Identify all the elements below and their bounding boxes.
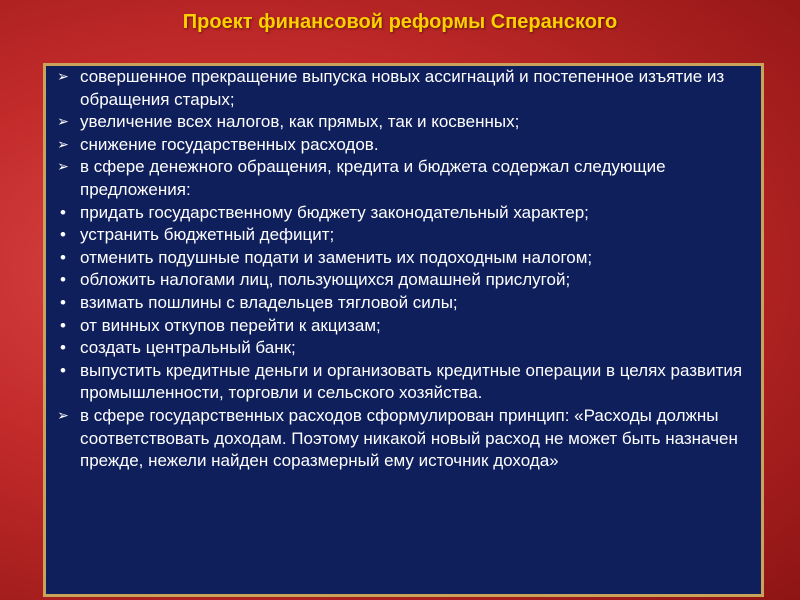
arrow-icon: ➢ bbox=[57, 159, 69, 176]
list-item bbox=[52, 134, 764, 157]
bullet-icon: • bbox=[60, 315, 66, 335]
list-item bbox=[52, 337, 764, 360]
reform-list bbox=[52, 66, 764, 473]
list-item bbox=[52, 315, 764, 338]
list-item-text: придать государственному бюджету законодательный характер; bbox=[80, 202, 589, 222]
list-item-text: взимать пошлины с владельцев тягловой силы; bbox=[80, 292, 458, 312]
arrow-icon: ➢ bbox=[57, 407, 69, 424]
list-item-text: отменить подушные подати и заменить их подоходным налогом; bbox=[80, 247, 593, 267]
bullet-icon: • bbox=[60, 360, 66, 380]
arrow-icon: ➢ bbox=[57, 114, 69, 131]
bullet-icon: • bbox=[60, 247, 66, 267]
list-item-text: обложить налогами лиц, пользующихся домашней прислугой; bbox=[80, 270, 571, 290]
list-item bbox=[52, 202, 764, 225]
list-item-text: от винных откупов перейти к акцизам; bbox=[80, 315, 381, 335]
list-item-text: выпустить кредитные деньги и организовать кредитные операции в целях развития промышленности, торговли и сельского хозяйства. bbox=[80, 360, 743, 403]
list-item-text: снижение государственных расходов. bbox=[80, 134, 379, 154]
list-item bbox=[52, 111, 764, 134]
list-item-text: совершенное прекращение выпуска новых ассигнаций и постепенное изъятие из обращения старых; bbox=[80, 67, 725, 109]
bullet-icon: • bbox=[60, 270, 66, 290]
bullet-icon: • bbox=[60, 292, 66, 312]
list-item-text: в сфере государственных расходов сформулирован принцип: «Расходы должны соответствовать доходам. Поэтому никакой новый расход не может быть назначен прежде, нежели найден соразмерный ему источник дохода» bbox=[80, 405, 738, 471]
list-item-text: увеличение всех налогов, как прямых, так и косвенных; bbox=[80, 112, 520, 132]
list-item bbox=[52, 405, 764, 473]
list-item bbox=[52, 247, 764, 270]
arrow-icon: ➢ bbox=[57, 136, 69, 153]
bullet-icon: • bbox=[60, 338, 66, 358]
bullet-icon: • bbox=[60, 202, 66, 222]
list-item-text: устранить бюджетный дефицит; bbox=[80, 225, 335, 245]
list-item bbox=[52, 269, 764, 292]
list-item bbox=[52, 224, 764, 247]
list-item bbox=[52, 66, 764, 111]
arrow-icon: ➢ bbox=[57, 69, 69, 85]
list-item-text: создать центральный банк; bbox=[80, 338, 296, 358]
list-item bbox=[52, 292, 764, 315]
list-item-text: в сфере денежного обращения, кредита и бюджета содержал следующие предложения: bbox=[80, 157, 666, 199]
list-item bbox=[52, 360, 764, 405]
list-item bbox=[52, 156, 764, 201]
slide-title: Проект финансовой реформы Сперанского bbox=[182, 11, 618, 33]
bullet-icon: • bbox=[60, 225, 66, 245]
